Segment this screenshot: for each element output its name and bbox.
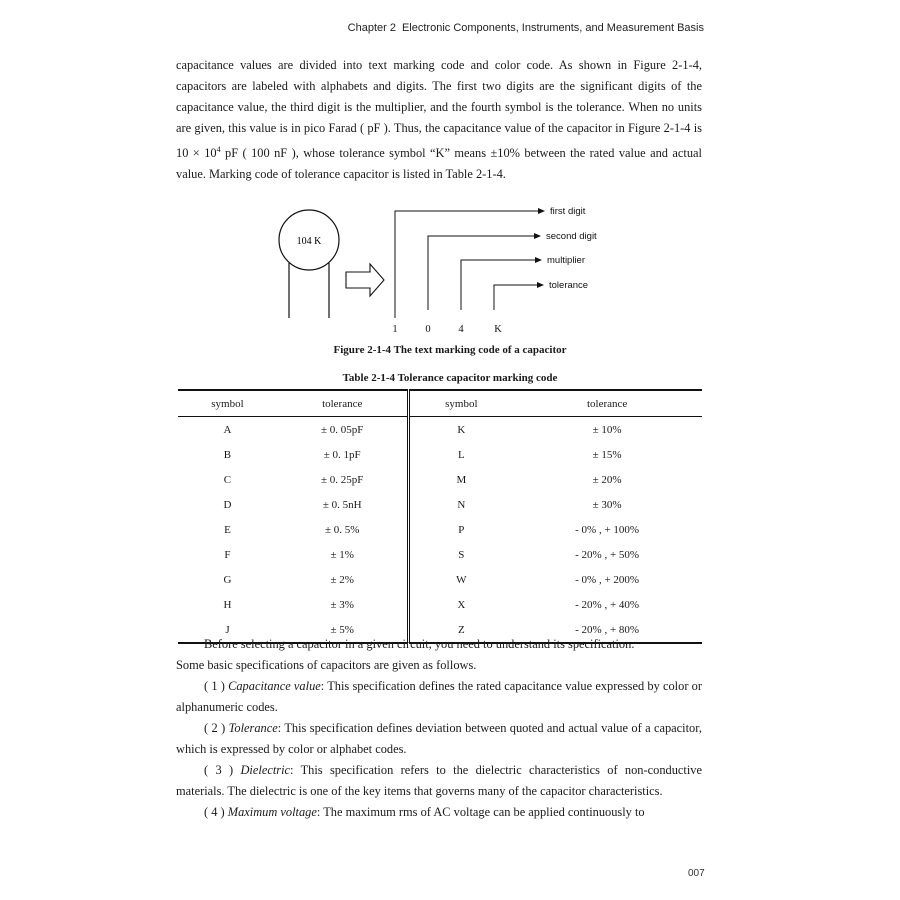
item-text: This specification refers to the dielectric characteristics of non-conductive materials. The dielectric is one of the key items that governs many of the capacitor characteristics.	[176, 763, 702, 798]
digit-1: 1	[392, 324, 398, 335]
item-text: This specification defines deviation between quoted and actual value of a capacitor, which is expressed by color or alphabet codes.	[176, 721, 702, 756]
cell: - 0% , + 200%	[575, 573, 640, 586]
item-sep: :	[320, 679, 328, 693]
arrowhead-icon	[537, 282, 544, 288]
col-header: tolerance	[277, 390, 409, 417]
table-header-row	[178, 390, 702, 417]
chapter-title: Electronic Components, Instruments, and Measurement Basis	[401, 22, 704, 34]
arrowhead-icon	[534, 233, 541, 239]
cell: J	[178, 617, 277, 643]
spec-item	[176, 802, 702, 823]
cell: ± 3%	[277, 592, 409, 617]
table-row	[178, 592, 702, 617]
cell: B	[223, 448, 232, 461]
cell: - 20% , + 50%	[575, 548, 640, 561]
intro-text-a: capacitance values are divided into text marking code and color code. As shown in Figure 2-1-4, capacitors are labeled with alphabets and digits. The first two digits are the significant digits of the capacitance value, the third digit is the multiplier, and the fourth symbol is the tolerance. When no units are given, this value is in pico Farad ( pF ). Thus, the capacitance value of the capacitor in Figure 2-1-4 is 10 × 10	[176, 58, 702, 161]
item-number: ( 4 )	[204, 805, 228, 819]
cell: F	[224, 548, 231, 561]
table-row	[178, 467, 702, 492]
table-row	[178, 517, 702, 542]
cell: ± 2%	[277, 567, 409, 592]
cell: K	[457, 423, 466, 436]
chapter-label: Chapter 2	[347, 22, 396, 34]
cell: M	[456, 473, 467, 486]
spec-item	[176, 676, 702, 718]
cell: ± 30%	[592, 498, 622, 511]
table-row	[178, 442, 702, 467]
cell: P	[458, 523, 465, 536]
cell: L	[458, 448, 465, 461]
item-term: Tolerance	[228, 721, 278, 735]
item-number: ( 1 )	[204, 679, 229, 693]
cell: ± 15%	[592, 448, 622, 461]
table-row	[178, 417, 702, 443]
page-number: 007	[688, 868, 705, 879]
item-text: This specification defines the rated capacitance value expressed by color or alphanumeric codes.	[176, 679, 702, 714]
cell: ± 0. 25pF	[277, 467, 409, 492]
col-header: tolerance	[512, 390, 702, 417]
exponent: 4	[216, 145, 221, 154]
cell: ± 0. 5%	[277, 517, 409, 542]
col-header: symbol	[409, 390, 512, 417]
cell: Z	[409, 617, 512, 643]
table-row	[178, 567, 702, 592]
item-number: ( 2 )	[204, 721, 229, 735]
cell: - 0% , + 100%	[575, 523, 640, 536]
cell: A	[223, 423, 232, 436]
item-term: Maximum voltage	[227, 805, 317, 819]
spec-item	[176, 760, 702, 802]
intro-text-b: pF ( 100 nF ), whose tolerance symbol “K” means ±10% between the rated value and actual value. Marking code of tolerance capacitor is listed in Table 2-1-4.	[176, 146, 702, 182]
lead-text: Before selecting a capacitor in a given circuit, you need to understand its specification.	[204, 637, 635, 651]
cell: E	[224, 523, 231, 536]
cell: W	[456, 573, 467, 586]
digit-3: 4	[458, 324, 464, 335]
cell: D	[223, 498, 232, 511]
label-second-digit: second digit	[546, 231, 597, 242]
bracket-first-digit	[395, 211, 538, 318]
lead-paragraph	[176, 634, 702, 655]
lead-cont-text: Some basic specifications of capacitors are given as follows.	[176, 658, 477, 672]
item-text: The maximum rms of AC voltage can be applied continuously to	[323, 805, 645, 819]
table-caption: Table 2-1-4 Tolerance capacitor marking code	[342, 372, 558, 384]
table-row	[178, 542, 702, 567]
tolerance-table	[178, 389, 702, 644]
lead-continuation	[176, 655, 702, 676]
cell: H	[223, 598, 232, 611]
hollow-arrow-icon	[346, 264, 384, 296]
digit-2: 0	[425, 324, 431, 335]
cell: - 20% , + 80%	[512, 617, 702, 643]
arrowhead-icon	[535, 257, 542, 263]
cell: ± 20%	[592, 473, 622, 486]
item-sep: :	[277, 721, 285, 735]
table-row	[178, 492, 702, 517]
arrowhead-icon	[538, 208, 545, 214]
cell: N	[457, 498, 466, 511]
figure-caption: Figure 2-1-4 The text marking code of a capacitor	[333, 344, 567, 356]
label-multiplier: multiplier	[547, 255, 586, 266]
cell: ± 0. 1pF	[277, 442, 409, 467]
label-first-digit: first digit	[550, 206, 586, 217]
spec-item	[176, 718, 702, 760]
cell: C	[223, 473, 232, 486]
item-number: ( 3 )	[204, 763, 241, 777]
item-term: Dielectric	[240, 763, 291, 777]
cell: ± 1%	[277, 542, 409, 567]
bracket-second-digit	[428, 236, 534, 310]
item-sep: :	[316, 805, 324, 819]
specifications-section	[176, 634, 702, 823]
cell: ± 0. 5nH	[277, 492, 409, 517]
cell: X	[457, 598, 466, 611]
cell: ± 10%	[592, 423, 622, 436]
label-tolerance: tolerance	[549, 280, 589, 291]
bracket-tolerance	[494, 285, 537, 310]
capacitor-label: 104 K	[296, 236, 322, 247]
cell: G	[223, 573, 232, 586]
cell: ± 0. 05pF	[277, 417, 409, 443]
col-header: symbol	[178, 390, 277, 417]
cell: ± 5%	[277, 617, 409, 643]
cell: S	[458, 548, 465, 561]
item-sep: :	[290, 763, 301, 777]
item-term: Capacitance value	[228, 679, 321, 693]
cell: - 20% , + 40%	[575, 598, 640, 611]
digit-4: K	[494, 324, 502, 335]
